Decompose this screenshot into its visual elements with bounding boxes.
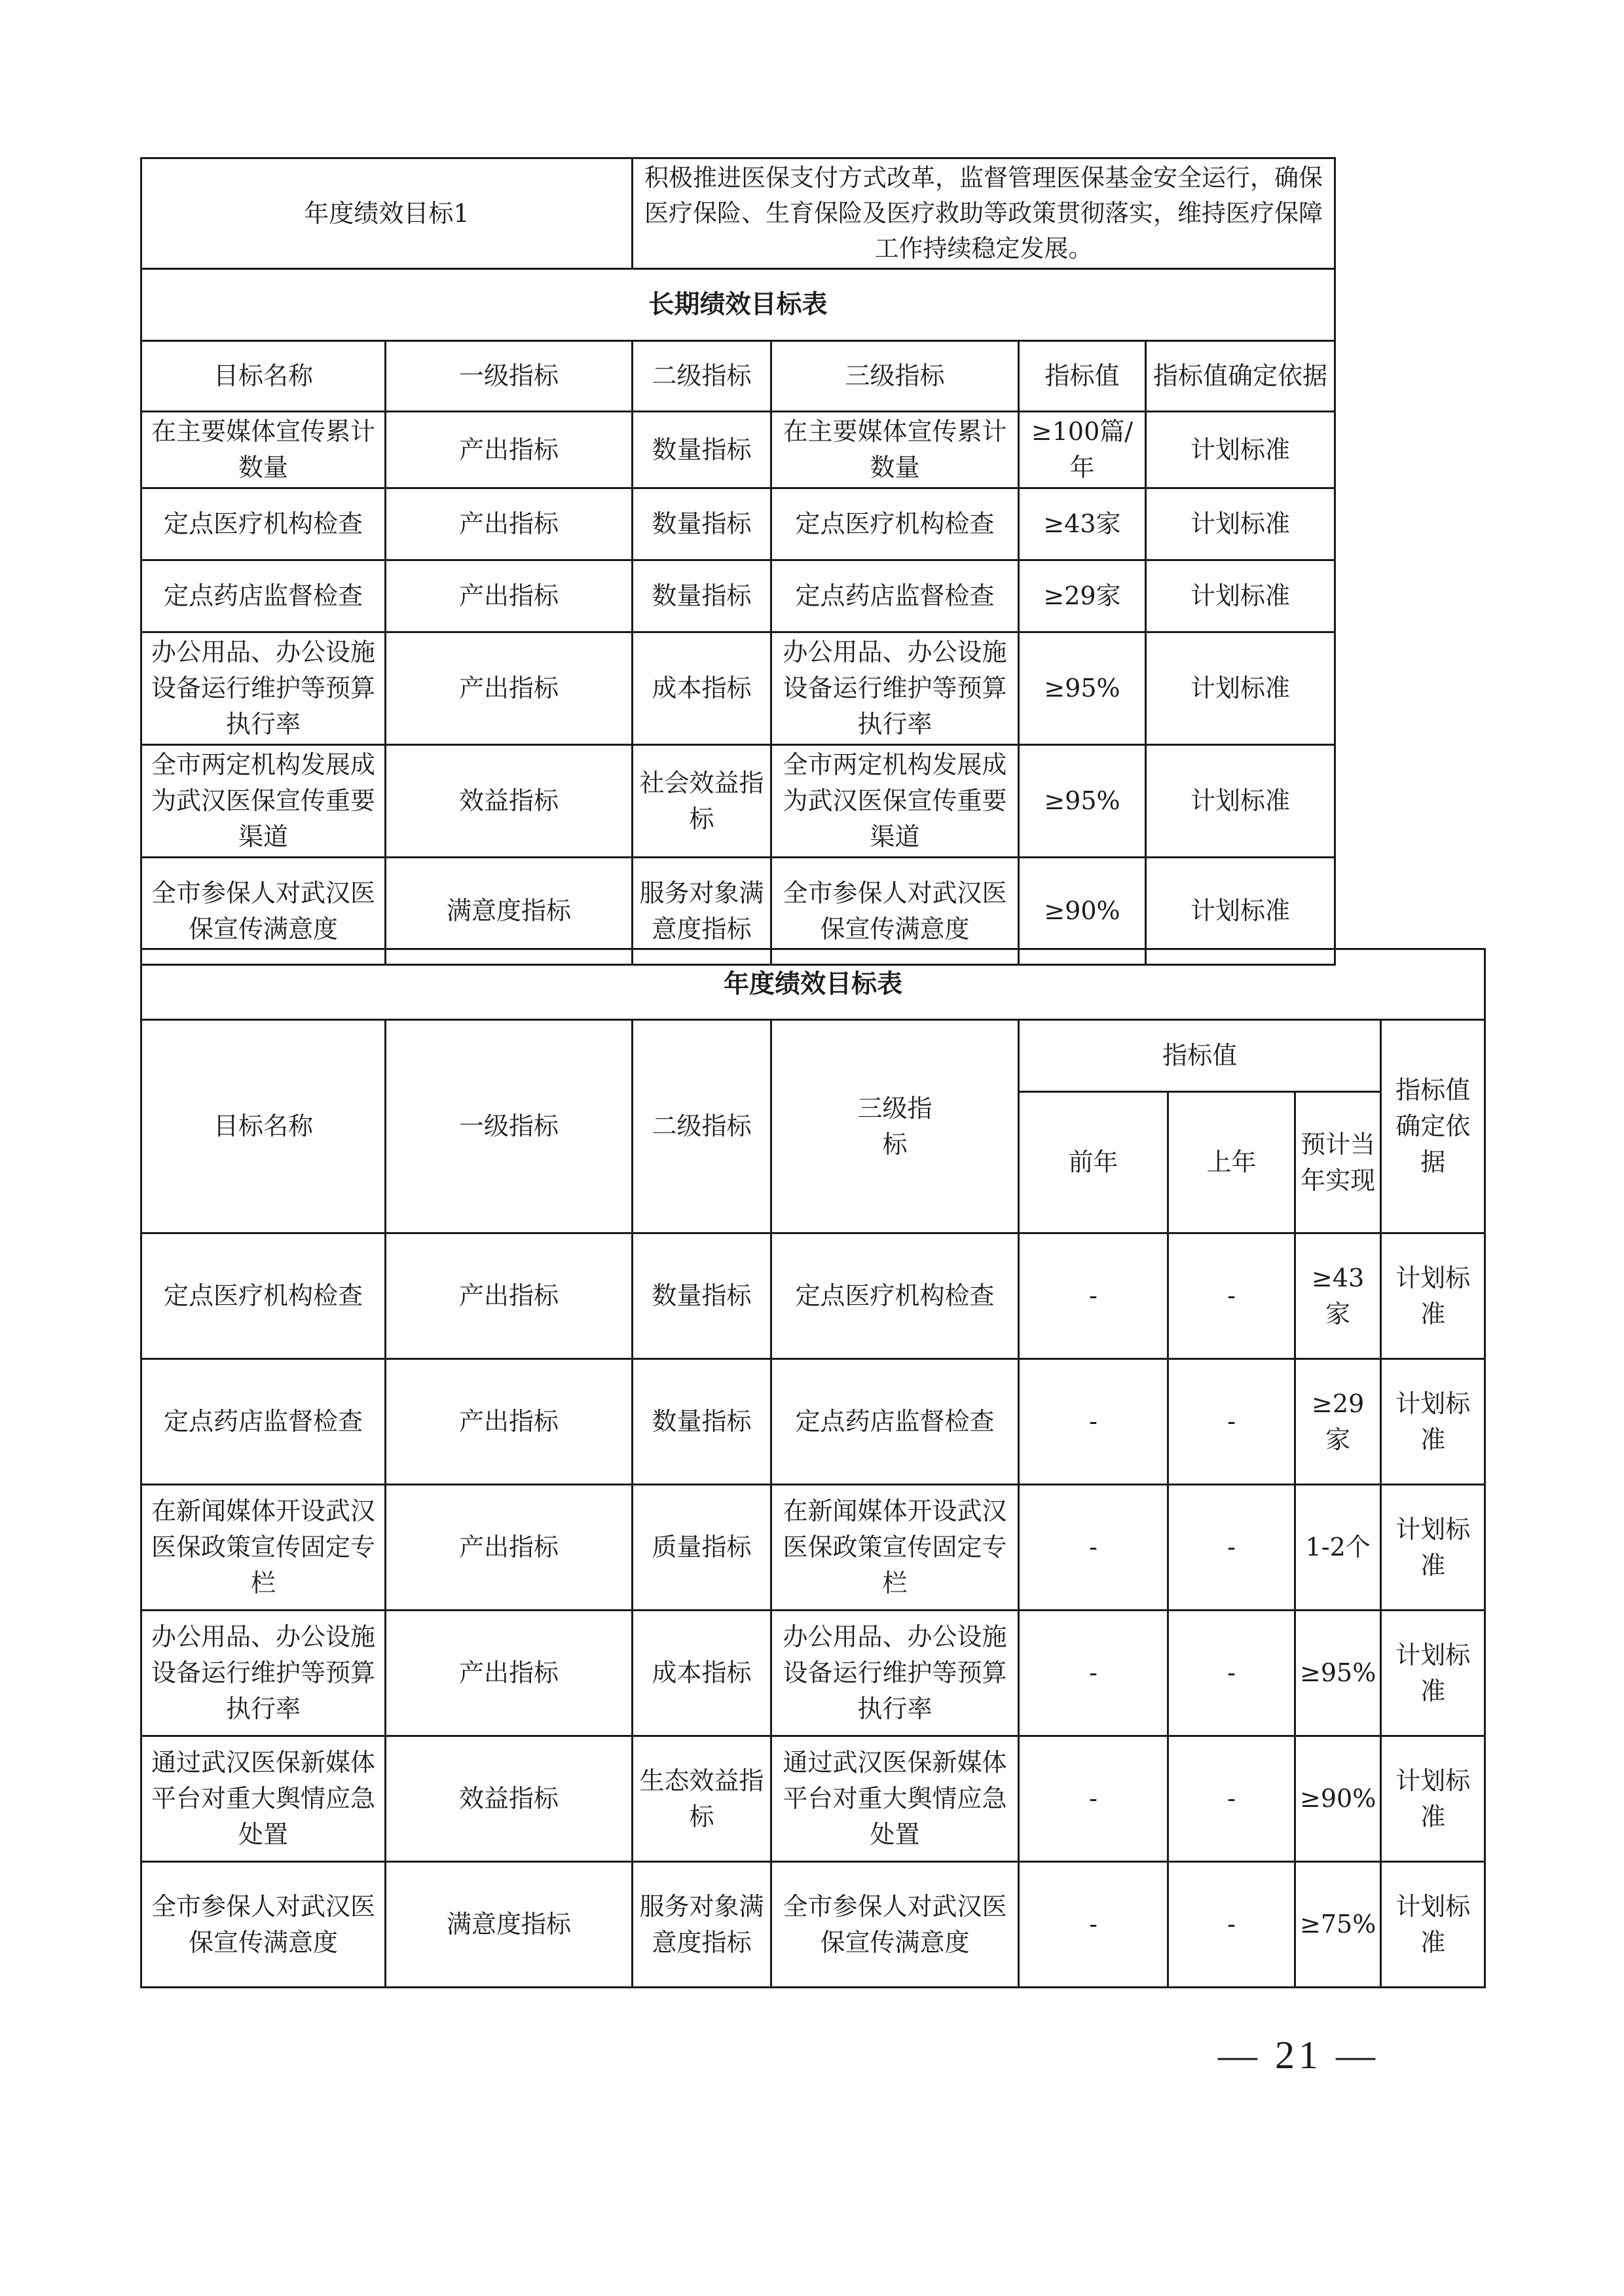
annual-goal-content: 积极推进医保支付方式改革，监督管理医保基金安全运行，确保医疗保险、生育保险及医疗救助等政策贯彻落实，维持医疗保障工作持续稳定发展。 <box>633 158 1335 269</box>
cell-level1: 产出指标 <box>386 560 633 632</box>
annual-header-row <box>141 1020 1485 1092</box>
cell-goal-name: 全市两定机构发展成为武汉医保宣传重要渠道 <box>141 745 386 858</box>
cell-level1: 产出指标 <box>386 1611 633 1736</box>
long-term-header-row <box>141 341 1335 412</box>
table-row <box>141 560 1335 632</box>
table-row <box>141 1862 1485 1988</box>
cell-prev-prev-year: - <box>1019 1862 1168 1988</box>
table-row <box>141 1359 1485 1485</box>
header-level2: 二级指标 <box>633 1020 771 1233</box>
table-row <box>141 1736 1485 1862</box>
header-prev-prev-year: 前年 <box>1019 1092 1168 1233</box>
cell-goal-name: 定点药店监督检查 <box>141 560 386 632</box>
cell-prev-year: - <box>1168 1485 1295 1611</box>
cell-current-year: ≥29家 <box>1295 1359 1381 1485</box>
page-number: — 21 — <box>1218 2033 1379 2077</box>
cell-level2: 数量指标 <box>633 560 771 632</box>
cell-prev-year: - <box>1168 1736 1295 1862</box>
header-level3: 三级指标 <box>771 341 1019 412</box>
cell-goal-name: 在主要媒体宣传累计数量 <box>141 412 386 488</box>
header-level3: 三级指标 <box>771 1020 1019 1233</box>
cell-level3: 全市两定机构发展成为武汉医保宣传重要渠道 <box>771 745 1019 858</box>
cell-level2: 服务对象满意度指标 <box>633 858 771 965</box>
cell-basis: 计划标准 <box>1381 1736 1485 1862</box>
table-row <box>141 745 1335 858</box>
cell-level2: 成本指标 <box>633 1611 771 1736</box>
cell-goal-name: 在新闻媒体开设武汉医保政策宣传固定专栏 <box>141 1485 386 1611</box>
cell-prev-prev-year: - <box>1019 1736 1168 1862</box>
cell-current-year: ≥43家 <box>1295 1233 1381 1359</box>
cell-level2: 服务对象满意度指标 <box>633 1862 771 1988</box>
cell-level2: 数量指标 <box>633 488 771 560</box>
cell-basis: 计划标准 <box>1146 632 1335 745</box>
cell-level1: 产出指标 <box>386 632 633 745</box>
cell-level1: 产出指标 <box>386 412 633 488</box>
cell-level1: 满意度指标 <box>386 858 633 965</box>
cell-prev-year: - <box>1168 1611 1295 1736</box>
cell-level2: 生态效益指标 <box>633 1736 771 1862</box>
cell-value: ≥100篇/年 <box>1019 412 1146 488</box>
annual-section-row <box>141 949 1485 1020</box>
long-term-section-row <box>141 269 1335 341</box>
cell-prev-prev-year: - <box>1019 1233 1168 1359</box>
annual-goal-row <box>141 158 1335 269</box>
cell-goal-name: 定点医疗机构检查 <box>141 1233 386 1359</box>
table-row <box>141 412 1335 488</box>
cell-level3: 在新闻媒体开设武汉医保政策宣传固定专栏 <box>771 1485 1019 1611</box>
cell-goal-name: 全市参保人对武汉医保宣传满意度 <box>141 1862 386 1988</box>
long-term-section-title: 长期绩效目标表 <box>141 269 1335 341</box>
header-value-group: 指标值 <box>1019 1020 1381 1092</box>
header-basis: 指标值确定依据 <box>1146 341 1335 412</box>
cell-level1: 产出指标 <box>386 1485 633 1611</box>
cell-basis: 计划标准 <box>1381 1862 1485 1988</box>
cell-level3: 全市参保人对武汉医保宣传满意度 <box>771 1862 1019 1988</box>
performance-goal-table <box>140 157 1336 966</box>
cell-goal-name: 办公用品、办公设施设备运行维护等预算执行率 <box>141 1611 386 1736</box>
cell-level2: 数量指标 <box>633 1233 771 1359</box>
cell-basis: 计划标准 <box>1146 858 1335 965</box>
header-goal-name: 目标名称 <box>141 1020 386 1233</box>
cell-basis: 计划标准 <box>1146 488 1335 560</box>
header-current-year: 预计当年实现 <box>1295 1092 1381 1233</box>
header-level2: 二级指标 <box>633 341 771 412</box>
cell-level1: 满意度指标 <box>386 1862 633 1988</box>
cell-prev-year: - <box>1168 1233 1295 1359</box>
cell-level2: 数量指标 <box>633 412 771 488</box>
annual-section-title: 年度绩效目标表 <box>141 949 1485 1020</box>
cell-basis: 计划标准 <box>1146 412 1335 488</box>
cell-value: ≥95% <box>1019 632 1146 745</box>
cell-value: ≥29家 <box>1019 560 1146 632</box>
cell-value: ≥95% <box>1019 745 1146 858</box>
cell-level3: 定点医疗机构检查 <box>771 1233 1019 1359</box>
cell-basis: 计划标准 <box>1381 1485 1485 1611</box>
annual-goal-label: 年度绩效目标1 <box>141 158 633 269</box>
cell-current-year: ≥95% <box>1295 1611 1381 1736</box>
header-level1: 一级指标 <box>386 341 633 412</box>
header-basis: 指标值确定依据 <box>1381 1020 1485 1233</box>
cell-basis: 计划标准 <box>1381 1359 1485 1485</box>
header-level1: 一级指标 <box>386 1020 633 1233</box>
cell-level2: 质量指标 <box>633 1485 771 1611</box>
cell-level2: 社会效益指标 <box>633 745 771 858</box>
cell-level1: 产出指标 <box>386 488 633 560</box>
table-row <box>141 488 1335 560</box>
cell-level3: 办公用品、办公设施设备运行维护等预算执行率 <box>771 632 1019 745</box>
table-row <box>141 1611 1485 1736</box>
cell-level3: 定点药店监督检查 <box>771 560 1019 632</box>
cell-basis: 计划标准 <box>1381 1233 1485 1359</box>
cell-goal-name: 定点医疗机构检查 <box>141 488 386 560</box>
cell-current-year: ≥90% <box>1295 1736 1381 1862</box>
table-row <box>141 632 1335 745</box>
cell-level3: 办公用品、办公设施设备运行维护等预算执行率 <box>771 1611 1019 1736</box>
cell-basis: 计划标准 <box>1146 560 1335 632</box>
cell-goal-name: 定点药店监督检查 <box>141 1359 386 1485</box>
cell-level3: 通过武汉医保新媒体平台对重大舆情应急处置 <box>771 1736 1019 1862</box>
header-value: 指标值 <box>1019 341 1146 412</box>
cell-prev-prev-year: - <box>1019 1611 1168 1736</box>
cell-level1: 效益指标 <box>386 745 633 858</box>
header-goal-name: 目标名称 <box>141 341 386 412</box>
cell-value: ≥43家 <box>1019 488 1146 560</box>
cell-goal-name: 办公用品、办公设施设备运行维护等预算执行率 <box>141 632 386 745</box>
cell-basis: 计划标准 <box>1381 1611 1485 1736</box>
table-row <box>141 1485 1485 1611</box>
cell-level1: 产出指标 <box>386 1233 633 1359</box>
cell-level2: 数量指标 <box>633 1359 771 1485</box>
cell-prev-year: - <box>1168 1359 1295 1485</box>
cell-level2: 成本指标 <box>633 632 771 745</box>
cell-prev-prev-year: - <box>1019 1485 1168 1611</box>
cell-goal-name: 全市参保人对武汉医保宣传满意度 <box>141 858 386 965</box>
cell-level1: 效益指标 <box>386 1736 633 1862</box>
cell-level3: 定点医疗机构检查 <box>771 488 1019 560</box>
cell-level1: 产出指标 <box>386 1359 633 1485</box>
cell-goal-name: 通过武汉医保新媒体平台对重大舆情应急处置 <box>141 1736 386 1862</box>
cell-prev-year: - <box>1168 1862 1295 1988</box>
cell-prev-prev-year: - <box>1019 1359 1168 1485</box>
cell-current-year: 1-2个 <box>1295 1485 1381 1611</box>
annual-performance-table <box>140 948 1486 1988</box>
cell-basis: 计划标准 <box>1146 745 1335 858</box>
cell-level3: 全市参保人对武汉医保宣传满意度 <box>771 858 1019 965</box>
cell-current-year: ≥75% <box>1295 1862 1381 1988</box>
cell-level3: 在主要媒体宣传累计数量 <box>771 412 1019 488</box>
table-row <box>141 1233 1485 1359</box>
cell-level3: 定点药店监督检查 <box>771 1359 1019 1485</box>
header-prev-year: 上年 <box>1168 1092 1295 1233</box>
cell-value: ≥90% <box>1019 858 1146 965</box>
